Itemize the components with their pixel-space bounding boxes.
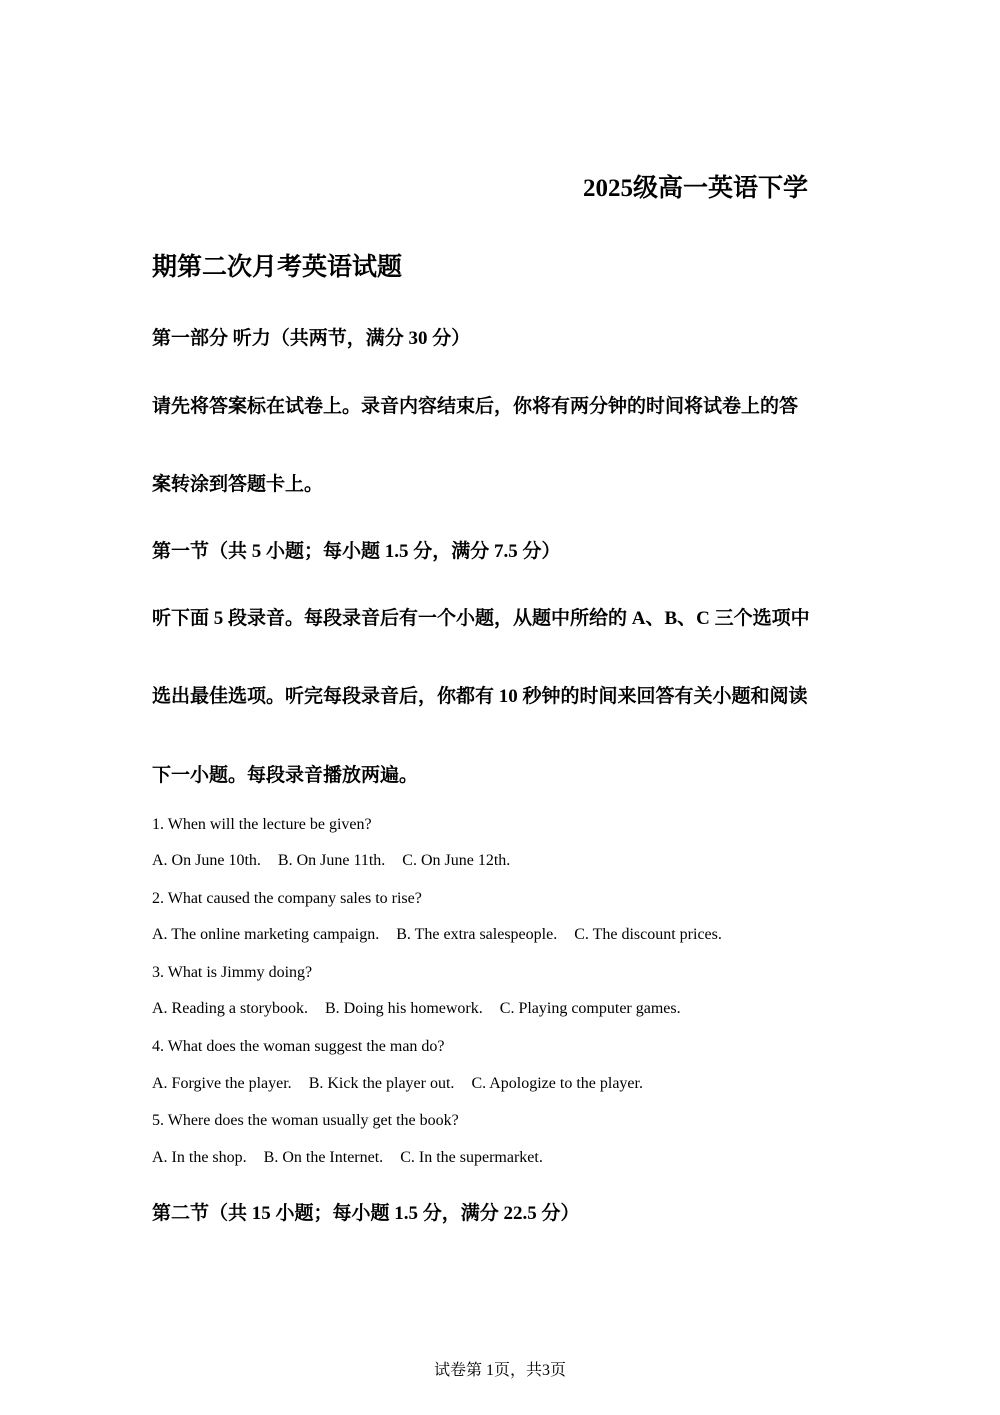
part1-instruction-line-2: 案转涂到答题卡上。 (152, 474, 324, 495)
question-stem: 1. When will the lecture be given? (152, 816, 372, 833)
option-a: A. In the shop. (152, 1149, 247, 1166)
option-b: B. Doing his homework. (324, 1000, 483, 1017)
exam-title-line-2: 期第二次月考英语试题 (152, 254, 403, 281)
question-stem: 4. What does the woman suggest the man do? (152, 1038, 445, 1055)
option-c: C. The discount prices. (574, 926, 722, 943)
question-options (152, 1149, 560, 1167)
option-a: A. Forgive the player. (152, 1075, 292, 1092)
option-a: A. Reading a storybook. (152, 1000, 308, 1017)
question-stem: 2. What caused the company sales to rise? (152, 890, 422, 907)
option-c: C. On June 12th. (402, 852, 511, 869)
option-c: C. Playing computer games. (499, 1000, 681, 1017)
option-b: B. Kick the player out. (308, 1075, 455, 1092)
question-stem: 5. Where does the woman usually get the book? (152, 1112, 459, 1129)
part1-instruction-line-1: 请先将答案标在试卷上。录音内容结束后，你将有两分钟的时间将试卷上的答 (152, 396, 799, 417)
option-b: B. The extra salespeople. (396, 926, 558, 943)
section1-heading: 第一节（共 5 小题；每小题 1.5 分，满分 7.5 分） (152, 541, 561, 562)
option-a: A. The online marketing campaign. (152, 926, 380, 943)
section2-heading: 第二节（共 15 小题；每小题 1.5 分，满分 22.5 分） (152, 1203, 580, 1224)
exam-title-line-1: 2025级高一英语下学 (583, 175, 809, 202)
section1-instruction-line-2: 选出最佳选项。听完每段录音后，你都有 10 秒钟的时间来回答有关小题和阅读 (152, 686, 808, 707)
question-options (152, 852, 527, 870)
question-options (152, 926, 739, 944)
question-options (152, 1075, 660, 1093)
section1-instruction-line-3: 下一小题。每段录音播放两遍。 (152, 765, 419, 786)
question-options (152, 1000, 698, 1018)
option-b: B. On June 11th. (277, 852, 386, 869)
question-stem: 3. What is Jimmy doing? (152, 964, 313, 981)
option-b: B. On the Internet. (263, 1149, 384, 1166)
option-c: C. Apologize to the player. (471, 1075, 643, 1092)
section1-instruction-line-1: 听下面 5 段录音。每段录音后有一个小题，从题中所给的 A、B、C 三个选项中 (152, 608, 810, 629)
option-a: A. On June 10th. (152, 852, 261, 869)
part1-heading: 第一部分 听力（共两节，满分 30 分） (152, 328, 471, 349)
page-footer: 试卷第 1页，共3页 (433, 1362, 566, 1379)
option-c: C. In the supermarket. (400, 1149, 543, 1166)
